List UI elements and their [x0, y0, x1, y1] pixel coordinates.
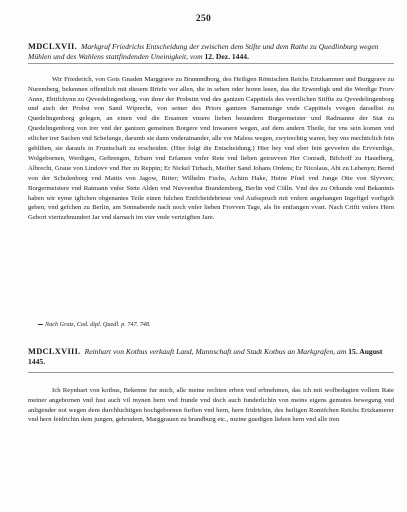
document-body-1668: Ich Reynhart von kotbus, Bekenne fur mich, alle meine rechten erben vnd erbnehmen, das ich mit wolbedagten vollem Rate meiner angebornen vnd fust auch vil mynen hern vnd frunde vnd doch auch funderlichin von meins eigens gemutes bewegung vnd anligender not wegen dem durchluchtigen hochgebornen furften vnd hern, hern fridrichin, des heiligen Romifchen Reichs Ertzkamerer vnd hern feidrichin dem jungen, gebrudern, Marggrauen zu brandburg etc., meine guedigen lieben hern vnd alle iren [28, 386, 394, 424]
document-number: MDCLXVII. [28, 42, 77, 51]
citation-dash [38, 324, 43, 325]
document-number: MDCLXVIII. [28, 347, 81, 356]
page-number: 250 [195, 14, 212, 24]
source-citation [38, 321, 151, 328]
document-heading-1667 [28, 42, 394, 62]
document-body-1667: Wir Friederich, von Gots Gnaden Marggrave zu Brannndborg, des Heiligen Römischen Reichs Ertzkammer und Burggrave zu Nuremberg, bekennen offentlich mit diesem Briefe vor allen, die in sehen oder horen lesen, das die Erwerdigk und die Werdige Frorv Anne, Ebtifchynn zu Qvvedelingenborg, von ihrer der Probstin vnd des gantzen Cappittels des vvertlichen Stiffts zu Qvvedelingenborg und auch der Probst von Sand Wiprecht, von seiner des Priors gantzen Samenunge vnde Cappittels vvegen darselbst zu Quedelingenborg gelegen, an einen vnd die Ersamen vnsere lieben besundern Burgermeister und Radmanne der Stat zu Quedelingenborg von irer vnd der gantzen gemeinen Borgere vnd Inwanere wegen, auf dem andern Theile, fur vns sein komen vnd etlicher irer Sachen vnd Schelunge, darumb sie dann vnderainander, alle vor Maless wegen, zwytrechtig waren, bey vns mechticlich fein geblihen, sie daraufs in Fruntschaft zu erscheiden. (Hier folgt die Entscheidung.) Hier bey vnd eber fein gevvefen die Ervverdige, Wolgebornen, Werdigen, Geftrengen, Erbarn vnd Erfamen vnfer Rete vnd lieben getruvven Her Conradt, Bifchoff zu Hauelberg, Albrecht, Graue von Lindovv vnd Her zu Reppin; Er Nickel Tirbach, Meifter Sand Johans Ordens; Er Nicolaus, Abt zu Lehenyn; Bernd von der Schulenborg vnd Mattis von Jagow, Ritter; Wilhelm Fuchs, Achim Hake, Heine Pfuel vnd Junge Otte von Slyvven; Borgermeistere vnd Ratmann vnfer Stete Alden vnd Nuvvenftat Brandemborg, Berlin vnd Cölln. Vnd des zu Orkunde vnd Bekantnis haben wir eyme iglichen obgenantes Teile einen fulchen Entfcheidebrieue vnd Aufsspruch mit vnfern angehangen Ingefigel vorfigelt geben; vnd gefchen zu Berlin, am Sonnabende nach noch vnfer lieben Frovven Tage, als fie entfangen vvart. Nach Crifti vnfers Hern Gebort viertzehnundert Jar vnd darnach im vier vnde vertzigften Jare. [28, 75, 394, 222]
citation-text: Nach Gratz, Cod. dipl. Quedl. p. 747. 748. [45, 321, 151, 328]
document-title: Markgraf Friedrichs Entscheidung der zwischen dem Stifte und dem Rathe zu Quedlinburg wegen Mühlen und des Wahlens stattfindenden Uneinigkeit, vom [28, 42, 379, 61]
document-date: 15. August 1445. [28, 347, 383, 366]
heading-divider [28, 372, 394, 373]
document-date: 12. Dez. 1444. [204, 52, 249, 61]
heading-divider [28, 63, 394, 64]
document-title: Reinhart von Kotbus verkauft Land, Mannschaft und Stadt Kotbus an Markgrafen, am [84, 347, 349, 356]
document-heading-1668 [28, 347, 394, 367]
